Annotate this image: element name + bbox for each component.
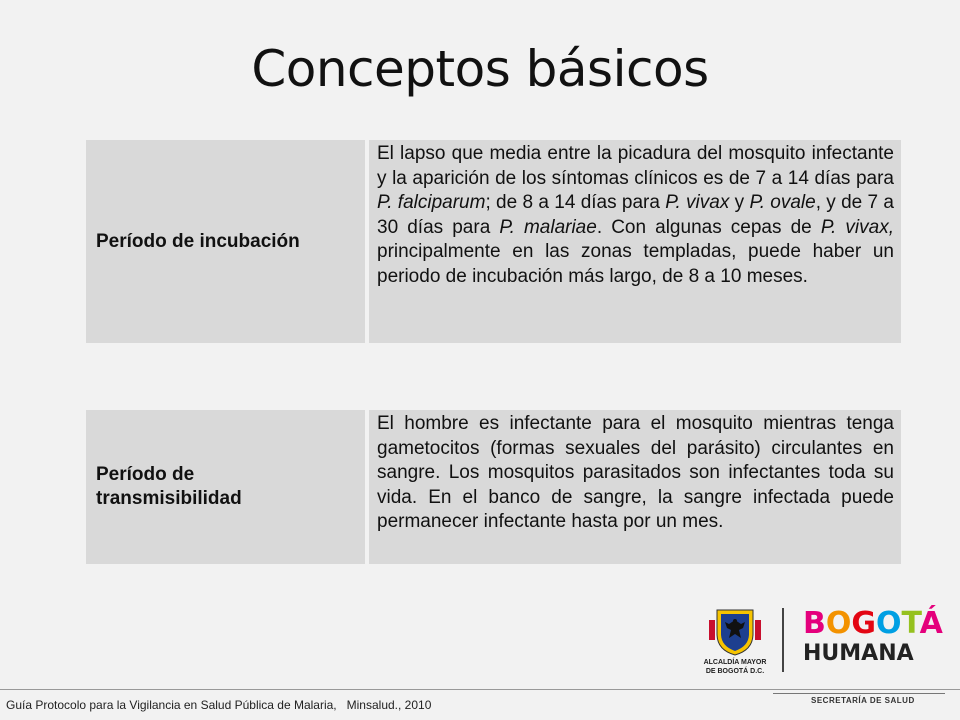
bogota-letter: G [851, 606, 877, 641]
logo-area [685, 600, 945, 710]
transmissibility-description: El hombre es infectante para el mosquito mientras tenga gametocitos (formas sexuales del parásito) circulantes en sangre. Los mosquitos parasitados son infectantes toda su vida. En el banco de sangre, la sangre infectada puede permanecer infectante hasta por un mes. [369, 410, 901, 564]
secretaria-rule [773, 693, 945, 694]
incubation-description: El lapso que media entre la picadura del mosquito infectante y la aparición de los síntomas clínicos es de 7 a 14 días para P. falciparum; de 8 a 14 días para P. vivax y P. ovale, y de 7 a 30 días para P. malariae. Con algunas cepas de P. vivax, principalmente en las zonas templadas, puede haber un periodo de incubación más largo, de 8 a 10 meses. [369, 140, 901, 343]
footer-citation: Guía Protocolo para la Vigilancia en Salud Pública de Malaria, Minsalud., 2010 [6, 698, 432, 712]
bogota-letter: O [876, 606, 902, 641]
incubation-row [86, 140, 901, 343]
transmissibility-label: Período de transmisibilidad [86, 410, 365, 564]
alcaldia-text: ALCALDÍA MAYOR DE BOGOTÁ D.C. [703, 659, 767, 675]
incubation-label: Período de incubación [86, 140, 365, 343]
transmissibility-row [86, 410, 901, 564]
slide-title: Conceptos básicos [251, 40, 709, 98]
secretaria-de-salud-text: SECRETARÍA DE SALUD [811, 696, 915, 705]
bogota-letter: Á [919, 606, 943, 641]
bogota-letter: T [901, 606, 920, 641]
logo-divider [782, 608, 784, 672]
bogota-coat-of-arms-icon [705, 608, 765, 656]
bogota-humana-logo [803, 608, 943, 640]
bogota-letter: B [803, 606, 826, 641]
humana-wordmark: HUMANA [803, 641, 914, 666]
bogota-letter: O [825, 606, 852, 641]
